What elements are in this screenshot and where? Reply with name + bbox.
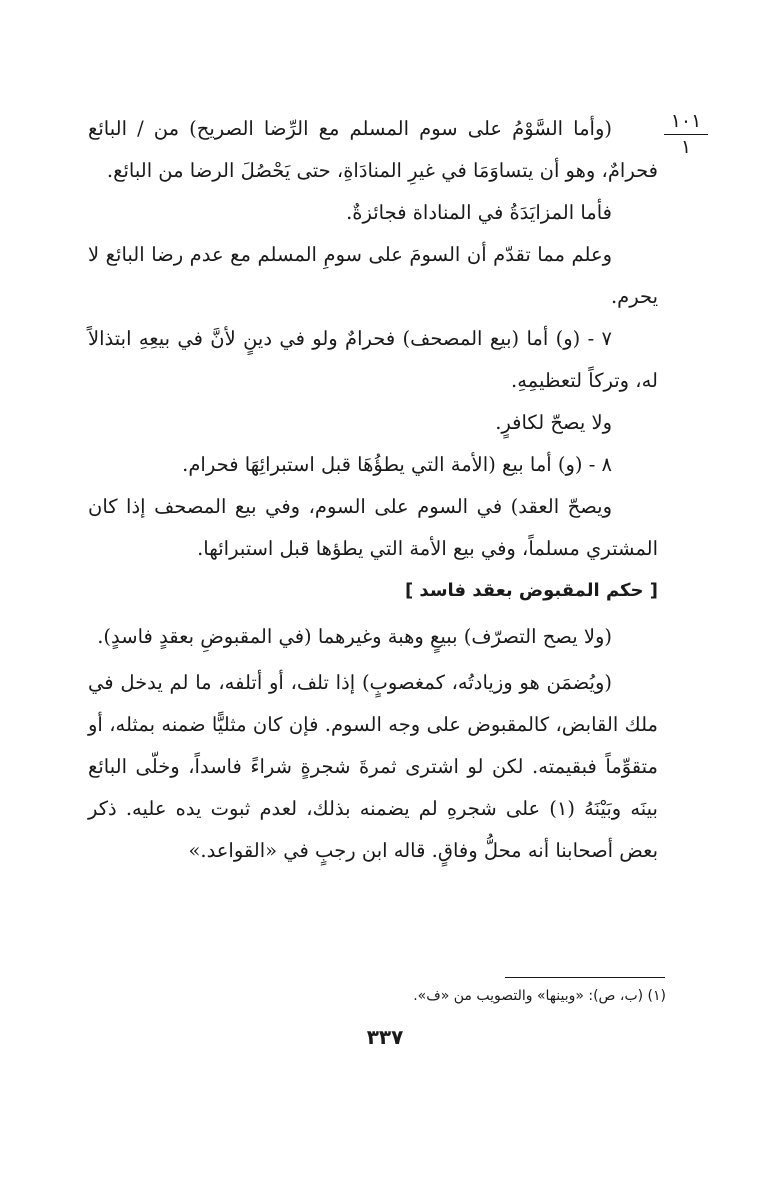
manuscript-folio-marker — [664, 112, 708, 157]
folio-side: ١ — [680, 136, 692, 158]
paragraph: ٧ - (و) أما (بيع المصحف) فحرامٌ ولو في دينٍ لأنَّ في بيعِهِ ابتذالاً له، وتركاً لتعظيمِهِ. — [88, 327, 658, 392]
paragraph: (ويُضمَن هو وزيادتُه، كمغصوبٍ) إذا تلف، أو أتلفه، ما لم يدخل في ملك القابض، كالمقبوض على وجه السوم. فإن كان مثليًّا ضمنه بمثله، أو متقوِّماً فبقيمته. لكن لو اشترى ثمرةَ شجرةٍ شراءً فاسداً، وخلّى البائع بينَه وبَيْنَهُ (١) على شجرهِ لم يضمنه بذلك، لعدم ثبوت يده عليه. ذكر بعض أصحابنا أنه محلُّ وفاقٍ. قاله ابن رجبٍ في «القواعد.» — [88, 671, 658, 862]
main-text — [88, 108, 658, 872]
section-heading: [ حكم المقبوض بعقد فاسد ] — [404, 580, 658, 601]
paragraph: فأما المزايَدَةُ في المناداة فجائزةٌ. — [346, 201, 612, 224]
paragraph: ولا يصحّ لكافرٍ. — [495, 411, 612, 434]
footnote: (١) (ب، ص): «وبينها» والتصويب من «ف». — [413, 988, 666, 1004]
folio-number: ١٠١ — [664, 112, 708, 135]
paragraph: وعلم مما تقدّم أن السومَ على سومِ المسلم مع عدم رضا البائع لا يحرم. — [88, 243, 658, 308]
paragraph: (ولا يصح التصرّف) ببيعٍ وهبة وغيرهما (في المقبوضِ بعقدٍ فاسدٍ). — [97, 625, 612, 648]
page-number: ٣٣٧ — [366, 1025, 404, 1049]
footnote-divider — [505, 977, 665, 978]
paragraph: (وأما السَّوْمُ على سوم المسلم مع الرِّضا الصريح) من / البائع فحرامٌ، وهو أن يتساوَمَا في غيرِ المنادَاةِ، حتى يَحْصُلَ الرضا من البائع. — [88, 117, 658, 182]
paragraph: ٨ - (و) أما بيع (الأمة التي يطؤُهَا قبل استبرائِهَا فحرام. — [182, 453, 612, 476]
paragraph: ويصحّ العقد) في السوم على السوم، وفي بيع المصحف إذا كان المشتري مسلماً، وفي بيع الأمة التي يطؤها قبل استبرائها. — [88, 495, 658, 560]
